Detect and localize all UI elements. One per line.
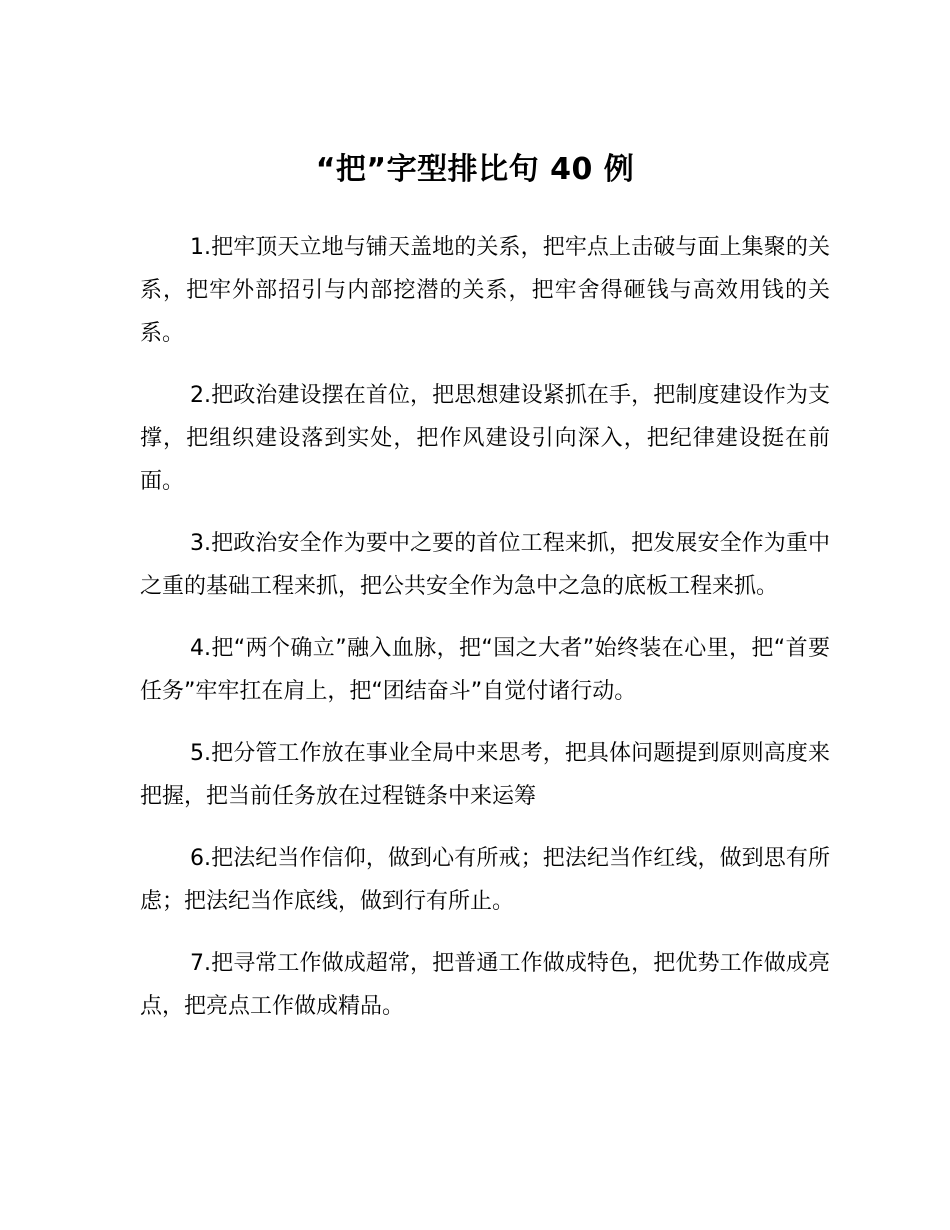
- document-body: [140, 226, 830, 1047]
- paragraph-3: 3.把政治安全作为要中之要的首位工程来抓，把发展安全作为重中之重的基础工程来抓，把公共安全作为急中之急的底板工程来抓。: [140, 531, 830, 599]
- paragraph-2: 2.把政治建设摆在首位，把思想建设紧抓在手，把制度建设作为支撑，把组织建设落到实处，把作风建设引向深入，把纪律建设挺在前面。: [140, 383, 830, 494]
- paragraph-1: 1.把牢顶天立地与铺天盖地的关系，把牢点上击破与面上集聚的关系，把牢外部招引与内部挖潜的关系，把牢舍得砸钱与高效用钱的关系。: [140, 235, 830, 346]
- paragraph-5: 5.把分管工作放在事业全局中来思考，把具体问题提到原则高度来把握，把当前任务放在过程链条中来运筹: [140, 741, 830, 809]
- paragraph-6: 6.把法纪当作信仰，做到心有所戒；把法纪当作红线，做到思有所虑；把法纪当作底线，做到行有所止。: [140, 846, 830, 914]
- paragraph-7: 7.把寻常工作做成超常，把普通工作做成特色，把优势工作做成亮点，把亮点工作做成精品。: [140, 951, 830, 1019]
- paragraph-4: 4.把“两个确立”融入血脉，把“国之大者”始终装在心里，把“首要任务”牢牢扛在肩上，把“团结奋斗”自觉付诸行动。: [140, 636, 830, 704]
- document-title: “把”字型排比句 40 例: [315, 152, 635, 187]
